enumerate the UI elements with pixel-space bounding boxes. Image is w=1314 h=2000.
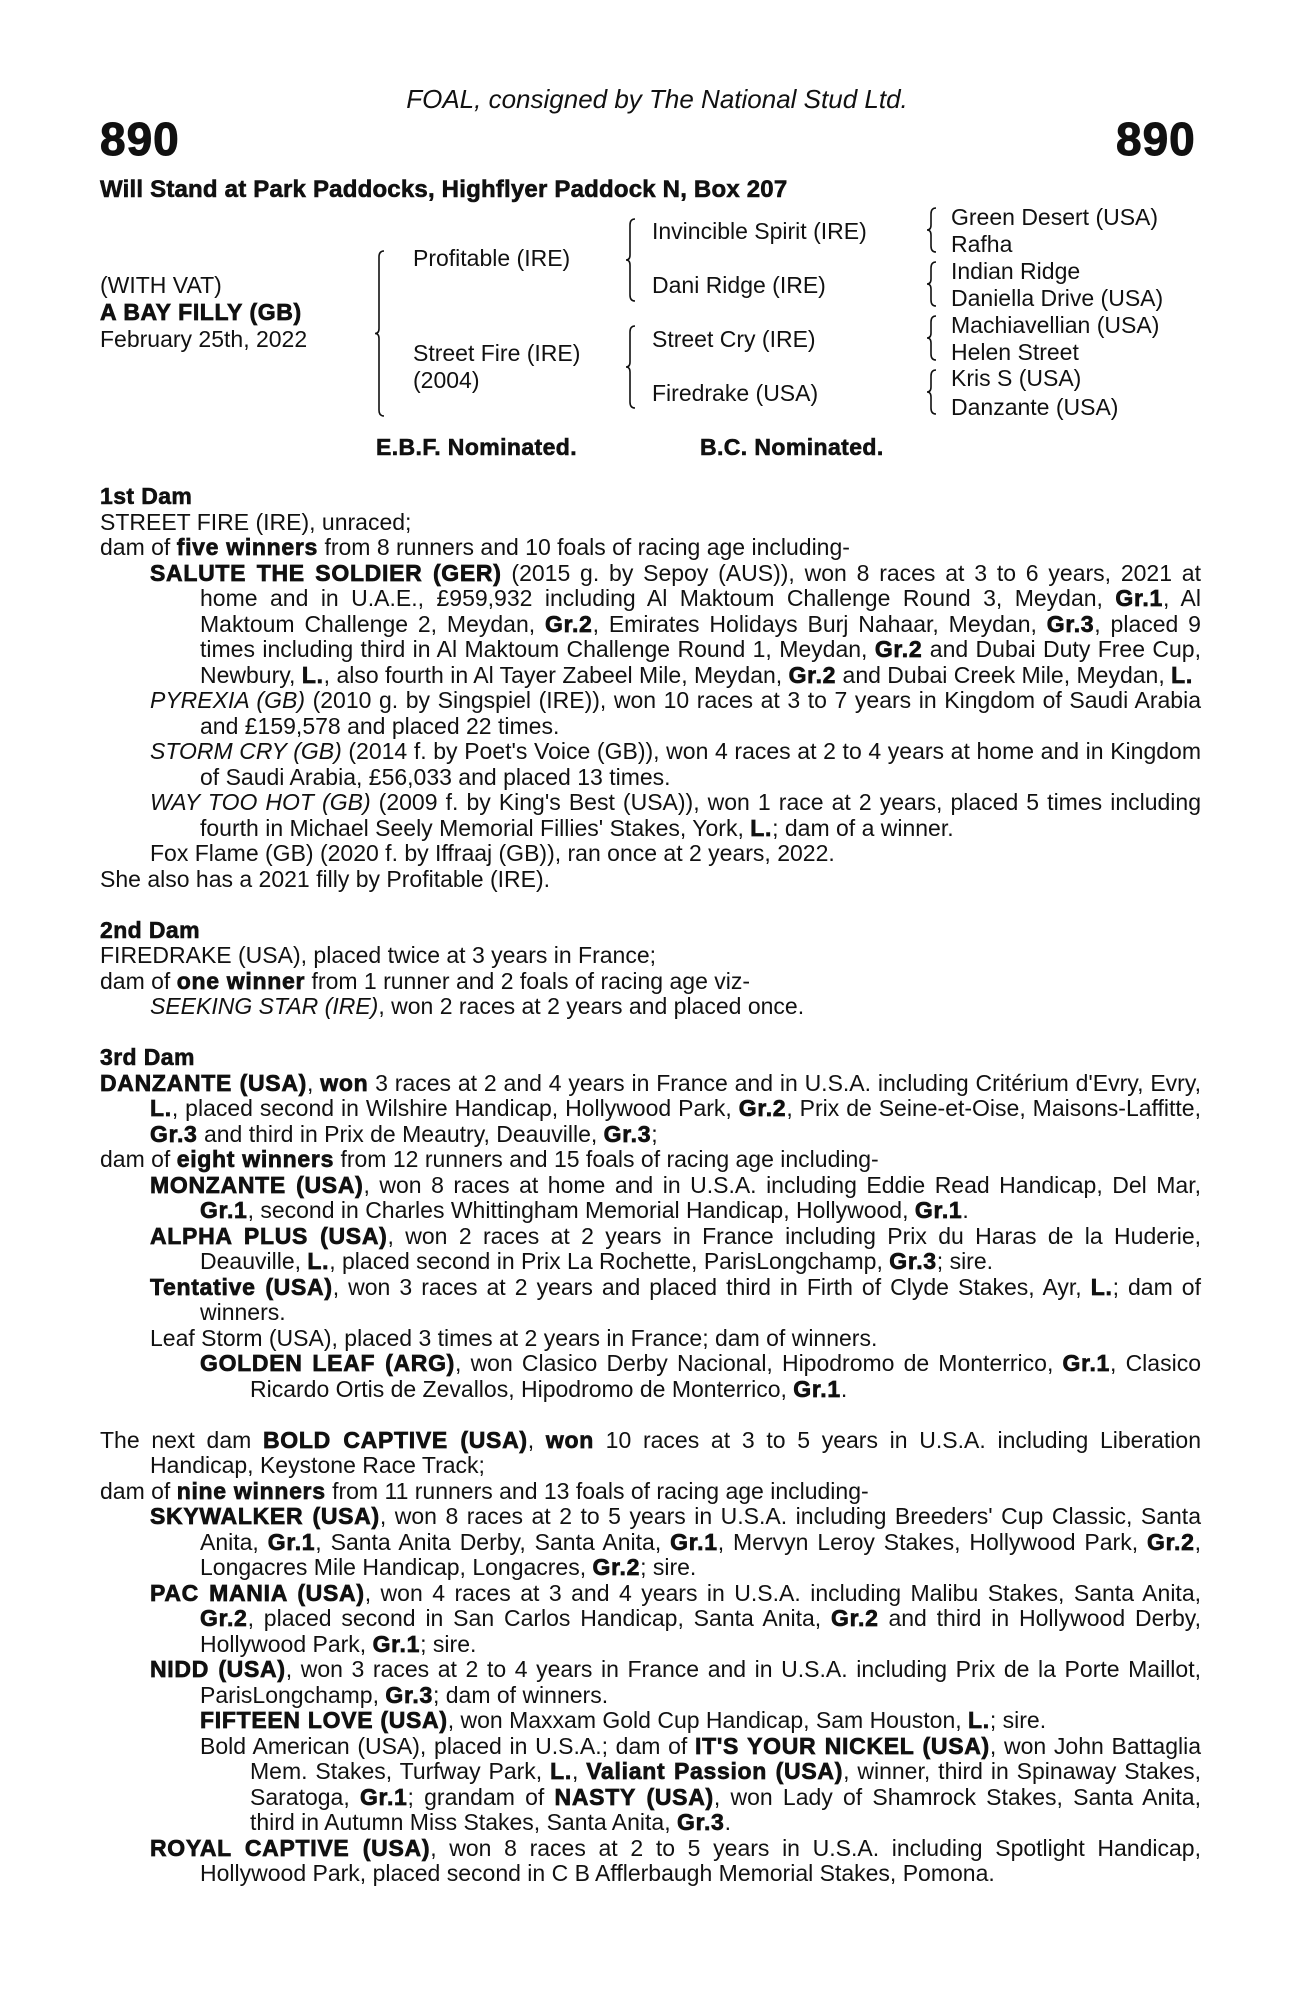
bold-text: Gr.2 <box>831 1605 879 1631</box>
brace-icon <box>926 369 938 415</box>
bold-text: SALUTE THE SOLDIER (GER) <box>150 559 502 586</box>
produce-entry <box>100 841 1201 867</box>
ancestor-gen3: Indian Ridge <box>951 258 1081 284</box>
bold-text: one winner <box>176 967 306 994</box>
produce-entry <box>100 1147 1201 1173</box>
entry-text: from 12 runners and 15 foals of racing age including- <box>334 1146 879 1172</box>
bold-text: Gr.2 <box>874 636 923 662</box>
bold-text: SKYWALKER (USA) <box>150 1503 380 1529</box>
entry-text: ; dam of winners. <box>432 1681 609 1708</box>
entry-text: from 1 runner and 2 foals of racing age viz- <box>305 967 751 994</box>
produce-entry <box>100 1836 1201 1887</box>
produce-entry <box>100 1479 1201 1505</box>
entry-text: ; dam of winners. <box>200 1273 1201 1325</box>
dam-year: (2004) <box>413 367 480 393</box>
italic-text: WAY TOO HOT (GB) <box>150 789 371 815</box>
entry-text: , won 4 races at 3 and 4 years in U.S.A. including Malibu Stakes, Santa Anita, <box>364 1579 1201 1606</box>
entry-text: FIREDRAKE (USA), placed twice at 3 years in France; <box>100 942 657 968</box>
entry-text: (2015 g. by Sepoy (AUS)), won 8 races at 3 to 6 years, 2021 at home and in U.A.E., £959,932 including Al Maktoum Challenge Round 3, Meydan, <box>200 559 1201 611</box>
produce-entry <box>100 1224 1201 1275</box>
bold-text: won <box>545 1426 594 1453</box>
bold-text: Gr.1 <box>670 1528 718 1555</box>
bold-text: NASTY (USA) <box>554 1783 714 1810</box>
entry-text: Fox Flame (GB) (2020 f. by Iffraaj (GB)), ran once at 2 years, 2022. <box>150 840 835 866</box>
bold-text: PAC MANIA (USA) <box>150 1579 365 1606</box>
entry-text: Leaf Storm (USA), placed 3 times at 2 years in France; dam of winners. <box>150 1324 878 1351</box>
bold-text: Gr.3 <box>603 1120 652 1147</box>
entry-text: and Dubai Duty Free Cup, Newbury, <box>200 636 1201 688</box>
stabling-location: Will Stand at Park Paddocks, Highflyer Paddock N, Box 207 <box>100 176 788 203</box>
bold-text: Gr.1 <box>1115 585 1163 611</box>
ancestor-gen3: Green Desert (USA) <box>951 204 1159 230</box>
entry-text: ; sire. <box>640 1554 697 1580</box>
bold-text: ALPHA PLUS (USA) <box>150 1222 388 1249</box>
horse-name: A BAY FILLY (GB) <box>100 299 302 325</box>
entry-text: (2014 f. by Poet's Voice (GB)), won 4 races at 2 to 4 years at home and in Kingdom of Saudi Arabia, £56,033 and placed 13 times. <box>200 738 1201 790</box>
brace-icon <box>374 250 386 417</box>
bold-text: L. <box>307 1248 330 1274</box>
entry-text: and Dubai Creek Mile, Meydan, <box>836 661 1172 688</box>
bold-text: Gr.2 <box>738 1095 787 1121</box>
entry-text: , Emirates Holidays Burj Nahaar, Meydan, <box>592 610 1047 637</box>
bold-text: Tentative (USA) <box>150 1273 333 1300</box>
vat-note: (WITH VAT) <box>100 272 222 298</box>
bold-text: L. <box>301 661 324 688</box>
ancestor-gen3: Kris S (USA) <box>951 365 1082 391</box>
produce-entry <box>100 1173 1201 1224</box>
entry-text: , won 8 races at 2 to 5 years in U.S.A. including Breeders' Cup Classic, Santa Anita, <box>200 1503 1201 1555</box>
ancestor-gen3: Machiavellian (USA) <box>951 312 1160 338</box>
entry-text: dam of <box>100 967 177 994</box>
bold-text: Gr.1 <box>1062 1350 1111 1376</box>
bold-text: L. <box>1171 661 1193 688</box>
produce-entry <box>100 1326 1201 1352</box>
entry-text: (2009 f. by King's Best (USA)), won 1 race at 2 years, placed 5 times including fourth in Michael Seely Memorial Fillies' Stakes, York, <box>200 789 1201 841</box>
dam-section <box>100 1045 1201 1402</box>
sire-sire: Invincible Spirit (IRE) <box>652 218 867 244</box>
ancestor-gen3: Rafha <box>951 231 1013 257</box>
entry-text: ; sire. <box>989 1707 1047 1733</box>
foaling-date: February 25th, 2022 <box>100 326 308 352</box>
produce-entry <box>100 1071 1201 1148</box>
bold-text: Gr.1 <box>200 1197 248 1223</box>
bold-text: Gr.3 <box>1046 610 1095 637</box>
bold-text: Gr.1 <box>793 1375 841 1402</box>
section-heading: 2nd Dam <box>100 916 200 943</box>
entry-text: ; <box>651 1120 658 1147</box>
bold-text: eight winners <box>176 1146 335 1172</box>
bold-text: nine winners <box>176 1477 326 1504</box>
produce-entry <box>100 1581 1201 1658</box>
entry-text: , <box>527 1426 546 1453</box>
entry-text: , placed second in San Carlos Handicap, Santa Anita, <box>247 1605 832 1631</box>
bold-text: L. <box>1090 1273 1113 1300</box>
bold-text: Gr.2 <box>788 661 837 688</box>
entry-text: She also has a 2021 filly by Profitable (IRE). <box>100 865 551 892</box>
entry-text: , won 3 races at 2 to 4 years in France and in U.S.A. including Prix de la Porte Maillot, ParisLongchamp, <box>200 1656 1201 1708</box>
bold-text: Gr.1 <box>372 1630 421 1657</box>
entry-text: , won Maxxam Gold Cup Handicap, Sam Houston, <box>447 1707 969 1733</box>
bold-text: Gr.1 <box>914 1197 963 1223</box>
entry-text: ; dam of a winner. <box>772 814 954 841</box>
entry-text: . <box>724 1809 731 1835</box>
entry-text: ; grandam of <box>407 1783 555 1810</box>
produce-entry <box>100 535 1201 561</box>
entry-text: . <box>962 1197 969 1223</box>
entry-text: dam of <box>100 1146 177 1172</box>
entry-text: , <box>307 1069 321 1096</box>
produce-entry <box>100 510 1201 536</box>
produce-entry <box>100 1504 1201 1581</box>
ebf-nomination: E.B.F. Nominated. <box>376 434 578 460</box>
bold-text: FIFTEEN LOVE (USA) <box>200 1707 448 1733</box>
bold-text: GOLDEN LEAF (ARG) <box>200 1350 456 1376</box>
entry-text: , Santa Anita Derby, Santa Anita, <box>315 1528 671 1555</box>
bold-text: Gr.2 <box>545 610 593 637</box>
entry-text: , won Clasico Derby Nacional, Hipodromo de Monterrico, <box>455 1350 1063 1376</box>
brace-icon <box>926 207 938 253</box>
entry-text: ; sire. <box>936 1248 994 1274</box>
entry-text: 3 races at 2 and 4 years in France and in U.S.A. including Critérium d'Evry, Evry, <box>368 1069 1202 1096</box>
bold-text: MONZANTE (USA) <box>150 1171 364 1198</box>
dam-dam: Firedrake (USA) <box>652 380 819 406</box>
entry-text: ; sire. <box>420 1630 477 1657</box>
entry-text: , placed second in Wilshire Handicap, Hollywood Park, <box>171 1095 739 1121</box>
bold-text: L. <box>150 1095 172 1121</box>
bold-text: ROYAL CAPTIVE (USA) <box>150 1834 431 1861</box>
catalogue-body <box>100 484 1201 1887</box>
entry-text: , <box>571 1758 587 1784</box>
produce-entry <box>100 1734 1201 1836</box>
bold-text: five winners <box>176 534 319 560</box>
produce-entry <box>100 1275 1201 1326</box>
section-heading: 1st Dam <box>100 483 193 509</box>
bold-text: BOLD CAPTIVE (USA) <box>263 1426 528 1453</box>
entry-text: , won 8 races at 2 to 5 years in U.S.A. including Spotlight Handicap, Hollywood Park, placed second in C B Afflerbaugh Memorial Stakes, Pomona. <box>200 1834 1201 1886</box>
brace-icon <box>625 325 637 409</box>
entry-text: dam of <box>100 1477 177 1504</box>
entry-text: , Clasico Ricardo Ortis de Zevallos, Hipodromo de Monterrico, <box>250 1350 1201 1402</box>
section-heading: 3rd Dam <box>100 1044 195 1070</box>
entry-text: , Longacres Mile Handicap, Longacres, <box>200 1528 1201 1580</box>
entry-text: Bold American (USA), placed in U.S.A.; dam of <box>200 1732 696 1759</box>
entry-text: , won 3 races at 2 years and placed third in Firth of Clyde Stakes, Ayr, <box>332 1273 1091 1300</box>
produce-entry <box>100 739 1201 790</box>
entry-text: , Mervyn Leroy Stakes, Hollywood Park, <box>717 1528 1148 1555</box>
consignor-line: FOAL, consigned by The National Stud Ltd. <box>406 84 908 114</box>
entry-text: The next dam <box>100 1426 263 1453</box>
produce-entry <box>100 943 1201 969</box>
entry-text: (2010 g. by Singspiel (IRE)), won 10 races at 3 to 7 years in Kingdom of Saudi Arabia and £159,578 and placed 22 times. <box>200 687 1201 739</box>
bold-text: Gr.3 <box>889 1248 937 1274</box>
entry-text: , won 2 races at 2 years in France including Prix du Haras de la Huderie, Deauville, <box>200 1222 1201 1274</box>
entry-text: and third in Hollywood Derby, Hollywood Park, <box>200 1605 1201 1657</box>
bold-text: Gr.3 <box>677 1809 725 1835</box>
produce-entry <box>100 867 1201 893</box>
entry-text: from 11 runners and 13 foals of racing age including- <box>325 1477 869 1504</box>
entry-text: STREET FIRE (IRE), unraced; <box>100 508 412 535</box>
bold-text: L. <box>550 1758 572 1784</box>
produce-entry <box>100 1428 1201 1479</box>
ancestor-gen3: Danzante (USA) <box>951 394 1119 420</box>
bold-text: Gr.3 <box>385 1681 433 1708</box>
dam-section <box>100 918 1201 1020</box>
dam-sire: Street Cry (IRE) <box>652 326 816 352</box>
entry-text: , won 8 races at home and in U.S.A. including Eddie Read Handicap, Del Mar, <box>363 1171 1201 1198</box>
entry-text: , winner, third in Spinaway Stakes, Saratoga, <box>250 1758 1202 1810</box>
bold-text: Valiant Passion (USA) <box>586 1758 844 1784</box>
italic-text: STORM CRY (GB) <box>150 738 342 764</box>
produce-entry <box>100 688 1201 739</box>
brace-icon <box>926 261 938 307</box>
italic-text: PYREXIA (GB) <box>150 687 305 713</box>
dam-section <box>100 1428 1201 1887</box>
produce-entry <box>100 561 1201 689</box>
entry-text: , won John Battaglia Mem. Stakes, Turfway Park, <box>250 1732 1202 1784</box>
bold-text: L. <box>968 1707 990 1733</box>
bold-text: IT'S YOUR NICKEL (USA) <box>695 1732 990 1759</box>
sire: Profitable (IRE) <box>413 245 571 271</box>
entry-text: , second in Charles Whittingham Memorial Handicap, Hollywood, <box>247 1197 915 1223</box>
bold-text: DANZANTE (USA) <box>100 1069 308 1096</box>
bold-text: Gr.3 <box>150 1120 198 1147</box>
entry-text: and third in Prix de Meautry, Deauville, <box>197 1120 604 1147</box>
produce-entry <box>100 969 1201 995</box>
produce-entry <box>100 994 1201 1020</box>
ancestor-gen3: Helen Street <box>951 339 1079 365</box>
produce-entry <box>100 1708 1201 1734</box>
entry-text: 10 races at 3 to 5 years in U.S.A. including Liberation Handicap, Keystone Race Track; <box>150 1426 1201 1478</box>
entry-text: , placed 9 times including third in Al Maktoum Challenge Round 1, Meydan, <box>200 610 1201 662</box>
entry-text: , Prix de Seine-et-Oise, Maisons-Laffitte, <box>786 1095 1201 1121</box>
entry-text: , Al Maktoum Challenge 2, Meydan, <box>200 585 1201 637</box>
dam-section <box>100 484 1201 892</box>
entry-text: , won Lady of Shamrock Stakes, Santa Anita, third in Autumn Miss Stakes, Santa Anita, <box>250 1783 1201 1835</box>
sire-dam: Dani Ridge (IRE) <box>652 272 826 298</box>
bold-text: Gr.2 <box>200 1605 248 1631</box>
entry-text: from 8 runners and 10 foals of racing age including- <box>318 534 850 560</box>
entry-text: , won 2 races at 2 years and placed once. <box>378 993 805 1019</box>
brace-icon <box>625 218 637 302</box>
ancestor-gen3: Daniella Drive (USA) <box>951 285 1164 311</box>
bold-text: L. <box>750 814 773 841</box>
italic-text: SEEKING STAR (IRE) <box>150 993 379 1019</box>
bold-text: Gr.1 <box>359 1783 408 1810</box>
entry-text: dam of <box>100 534 177 560</box>
brace-icon <box>926 315 938 361</box>
bold-text: won <box>320 1069 369 1096</box>
produce-entry <box>100 1657 1201 1708</box>
lot-number-left: 890 <box>100 113 180 165</box>
entry-text: , placed second in Prix La Rochette, ParisLongchamp, <box>329 1248 890 1274</box>
lot-number-right: 890 <box>1116 113 1196 165</box>
bold-text: NIDD (USA) <box>150 1656 286 1682</box>
bold-text: Gr.2 <box>1147 1528 1195 1555</box>
dam: Street Fire (IRE) <box>413 340 581 366</box>
entry-text: . <box>840 1375 848 1402</box>
produce-entry <box>100 790 1201 841</box>
bold-text: Gr.2 <box>592 1554 641 1580</box>
bc-nomination: B.C. Nominated. <box>700 434 884 460</box>
entry-text: , also fourth in Al Tayer Zabeel Mile, Meydan, <box>323 661 789 688</box>
produce-entry <box>100 1351 1201 1402</box>
bold-text: Gr.1 <box>267 1528 316 1555</box>
